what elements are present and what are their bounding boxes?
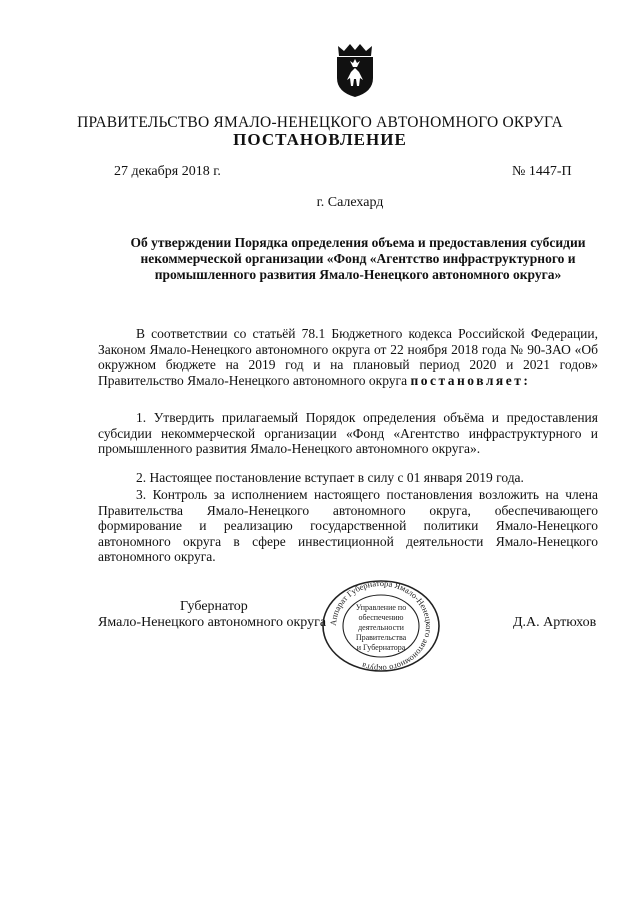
official-stamp [320,578,442,674]
document-number: № 1447-П [512,164,572,179]
coat-of-arms-icon [334,42,376,98]
signatory-title: Губернатор [180,599,248,614]
stamp-line: деятельности [358,623,404,632]
document-city: г. Салехард [316,195,384,210]
decree-word: постановляет: [410,372,531,388]
stamp-line: Управление по [355,603,407,612]
stamp-line: обеспечению [358,613,404,622]
government-title: ПРАВИТЕЛЬСТВО ЯМАЛО-НЕНЕЦКОГО АВТОНОМНОГО ОКРУГА [77,114,563,131]
decree-item: 1. Утвердить прилагаемый Порядок определения объёма и предоставления субсидии некоммерческой организации «Фонд «Агентство инфраструктурного и промышленного развития Ямало-Ненецкого автономного округа». [98,410,598,457]
document-type: ПОСТАНОВЛЕНИЕ [233,130,407,149]
preamble-paragraph [98,326,598,388]
stamp-line: Правительства [355,633,407,642]
signatory-organization: Ямало-Ненецкого автономного округа [98,615,327,630]
document-subject: Об утверждении Порядка определения объема и предоставления субсидии некоммерческой организации «Фонд «Агентство инфраструктурного и промышленного развития Ямало-Ненецкого автономного округа» [130,235,586,282]
decree-item: 2. Настоящее постановление вступает в силу с 01 января 2019 года. [136,470,524,485]
document-date: 27 декабря 2018 г. [114,164,221,179]
stamp-outer-text: Аппарат Губернатора Ямало-Ненецкого автономного округа [327,578,435,674]
preamble-text: В соответствии со статьёй 78.1 Бюджетного кодекса Российской Федерации, Законом Ямало-Ненецкого автономного округа от 22 ноября 2018 года № 90-ЗАО «Об окружном бюджете на 2019 год и на плановый период 2020 и 2021 годов» Правительство Ямало-Ненецкого автономного округа [98,326,598,388]
signatory-name: Д.А. Артюхов [513,615,597,630]
decree-item: 3. Контроль за исполнением настоящего постановления возложить на члена Правительства Ямало-Ненецкого автономного округа, обеспечивающего формирование и реализацию государственной политики Ямало-Ненецкого автономного округа в сфере инвестиционной деятельности Ямало-Ненецкого автономного округа. [98,487,598,565]
stamp-line: и Губернатора [356,643,406,652]
